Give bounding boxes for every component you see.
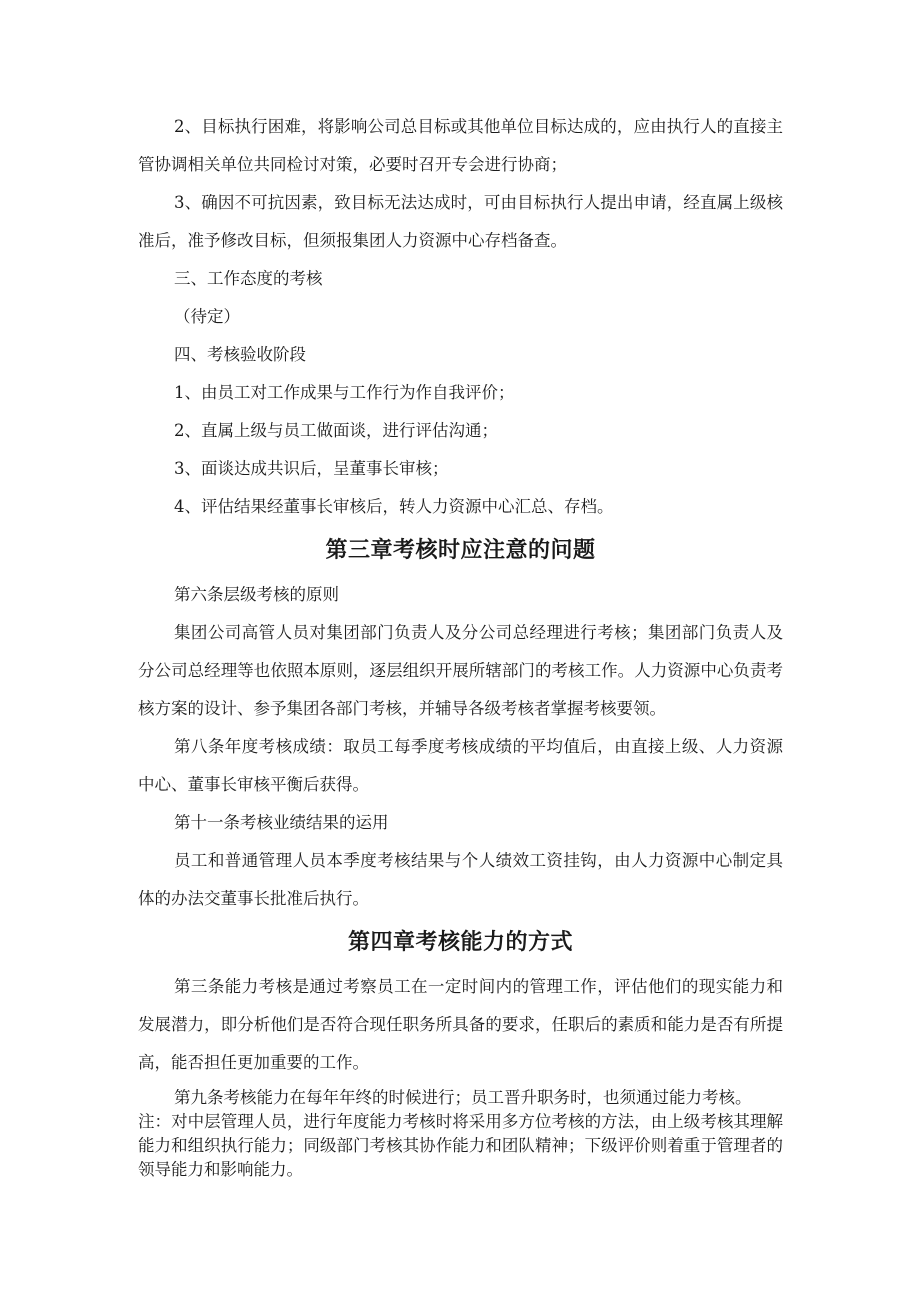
article-6-body: 集团公司高管人员对集团部门负责人及分公司总经理进行考核；集团部门负责人及分公司总经理等也依照本原则，逐层组织开展所辖部门的考核工作。人力资源中心负责考核方案的设计、参予集团各部门考核，并辅导各级考核者掌握考核要领。	[138, 623, 783, 718]
paragraph-pending: （待定）	[174, 307, 240, 326]
acceptance-step-2: 2、直属上级与员工做面谈，进行评估沟通；	[174, 421, 498, 440]
section-heading-acceptance: 四、考核验收阶段	[174, 345, 306, 364]
acceptance-step-1: 1、由员工对工作成果与工作行为作自我评价；	[174, 383, 515, 402]
chapter-4-title: 第四章考核能力的方式	[347, 930, 573, 955]
article-6-heading: 第六条层级考核的原则	[174, 585, 339, 604]
article-9-body: 第九条考核能力在每年年终的时候进行；员工晋升职务时，也须通过能力考核。	[174, 1088, 752, 1107]
paragraph-item-3: 3、确因不可抗因素，致目标无法达成时，可由目标执行人提出申请，经直属上级核准后，准予修改目标，但须报集团人力资源中心存档备查。	[138, 193, 783, 250]
article-11-heading: 第十一条考核业绩结果的运用	[174, 813, 389, 832]
paragraph-item-2: 2、目标执行困难，将影响公司总目标或其他单位目标达成的，应由执行人的直接主管协调相关单位共同检讨对策，必要时召开专会进行协商；	[138, 117, 783, 174]
note-paragraph: 注：对中层管理人员，进行年度能力考核时将采用多方位考核的方法，由上级考核其理解能力和组织执行能力；同级部门考核其协作能力和团队精神；下级评价则着重于管理者的领导能力和影响能力。	[138, 1112, 783, 1179]
acceptance-step-4: 4、评估结果经董事长审核后，转人力资源中心汇总、存档。	[174, 497, 614, 516]
section-heading-attitude: 三、工作态度的考核	[174, 269, 323, 288]
document-page	[138, 108, 783, 1182]
acceptance-step-3: 3、面谈达成共识后，呈董事长审核；	[174, 459, 449, 478]
article-11-body: 员工和普通管理人员本季度考核结果与个人绩效工资挂钩，由人力资源中心制定具体的办法交董事长批准后执行。	[138, 851, 783, 908]
chapter-3-title: 第三章考核时应注意的问题	[325, 538, 596, 563]
article-3-body: 第三条能力考核是通过考察员工在一定时间内的管理工作，评估他们的现实能力和发展潜力，即分析他们是否符合现任职务所具备的要求，任职后的素质和能力是否有所提高，能否担任更加重要的工作。	[138, 977, 783, 1072]
article-8-body: 第八条年度考核成绩：取员工每季度考核成绩的平均值后，由直接上级、人力资源中心、董事长审核平衡后获得。	[138, 737, 783, 794]
